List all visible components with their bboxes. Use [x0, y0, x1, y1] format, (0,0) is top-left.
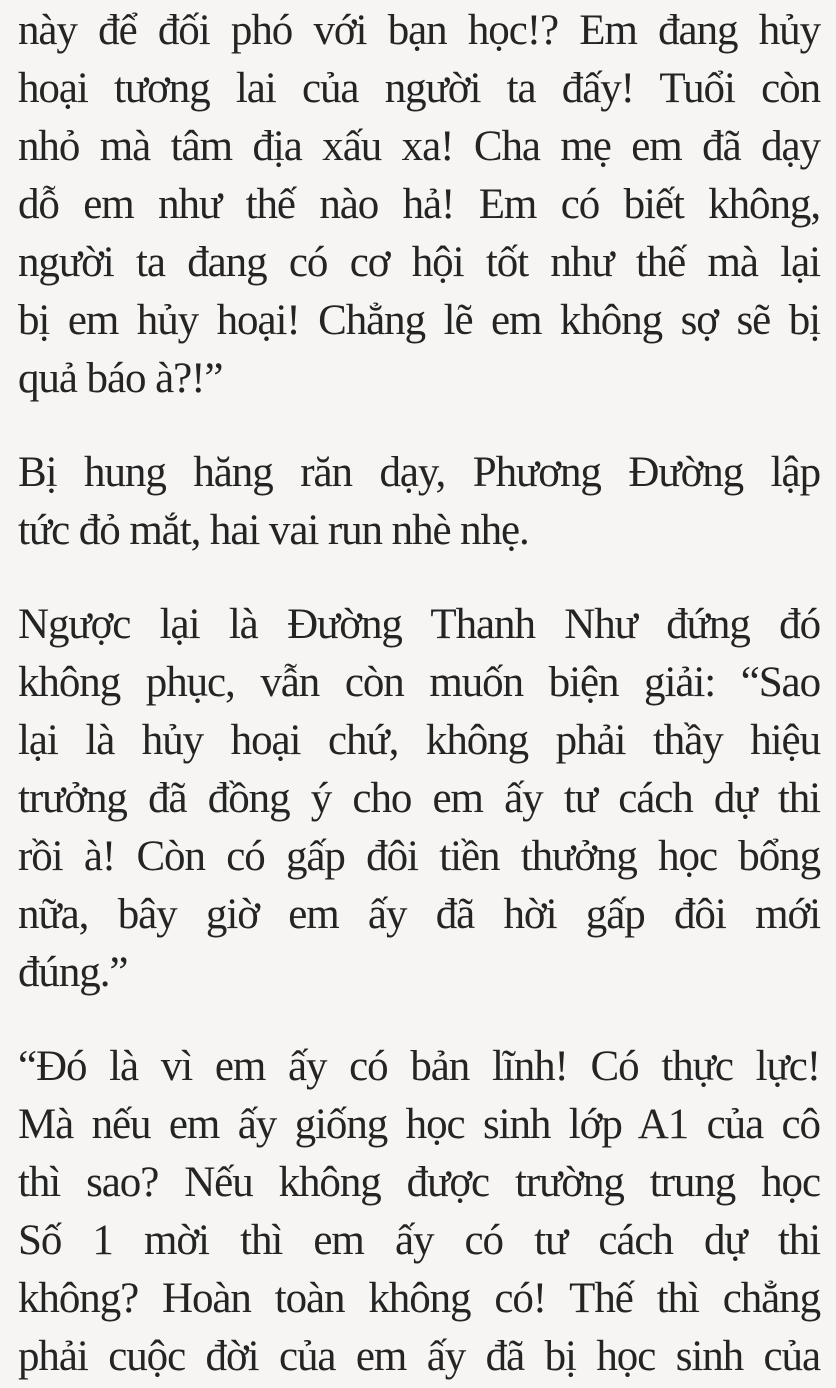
text-line: trưởng đã đồng ý cho em ấy tư cách dự thi: [18, 775, 820, 822]
text-line: Bị hung hăng răn dạy, Phương Đường lập: [18, 449, 820, 496]
text-line: người ta đang có cơ hội tốt như thế mà lại: [18, 239, 820, 286]
text-line: tức đỏ mắt, hai vai run nhè nhẹ.: [18, 507, 529, 554]
text-line: đúng.”: [18, 949, 128, 996]
text-line: Mà nếu em ấy giống học sinh lớp A1 của cô: [18, 1101, 820, 1148]
text-line: thì sao? Nếu không được trường trung học: [18, 1159, 820, 1206]
text-line: hoại tương lai của người ta đấy! Tuổi còn: [18, 65, 820, 112]
text-line: Số 1 mời thì em ấy có tư cách dự thi: [18, 1217, 820, 1264]
paragraph: [18, 2, 820, 408]
paragraph: [18, 596, 820, 1002]
text-line: nữa, bây giờ em ấy đã hời gấp đôi mới: [18, 891, 820, 938]
text-line: dỗ em như thế nào hả! Em có biết không,: [18, 181, 820, 228]
text-line: bị em hủy hoại! Chẳng lẽ em không sợ sẽ bị: [18, 297, 820, 344]
text-line: “Đó là vì em ấy có bản lĩnh! Có thực lực!: [18, 1043, 820, 1090]
paragraph: [18, 1038, 820, 1386]
text-line: không phục, vẫn còn muốn biện giải: “Sao: [18, 659, 820, 706]
text-line: nhỏ mà tâm địa xấu xa! Cha mẹ em đã dạy: [18, 123, 820, 170]
text-line: không? Hoàn toàn không có! Thế thì chẳng: [18, 1275, 820, 1322]
text-line: quả báo à?!”: [18, 355, 223, 402]
text-line: lại là hủy hoại chứ, không phải thầy hiệu: [18, 717, 820, 764]
text-line: rồi à! Còn có gấp đôi tiền thưởng học bổng: [18, 833, 820, 880]
text-line: này để đối phó với bạn học!? Em đang hủy: [18, 7, 820, 54]
text-line: phải cuộc đời của em ấy đã bị học sinh của: [18, 1333, 820, 1380]
text-line: Ngược lại là Đường Thanh Như đứng đó: [18, 601, 820, 648]
paragraph: [18, 444, 820, 560]
